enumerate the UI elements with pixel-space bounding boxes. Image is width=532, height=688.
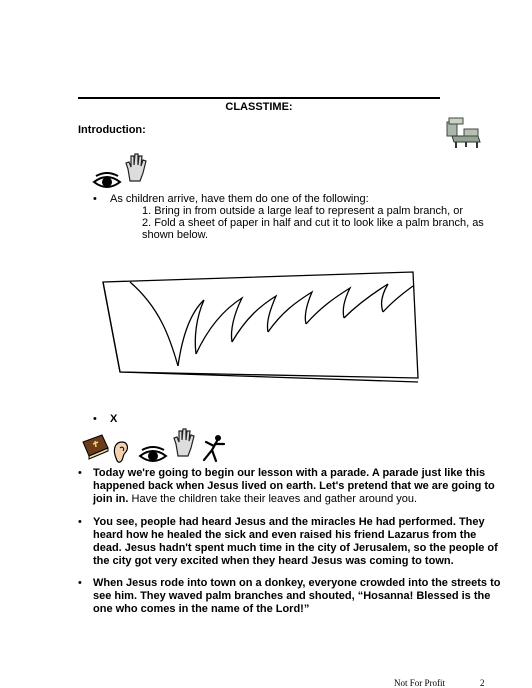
bullet: • — [78, 467, 82, 479]
option-2-line-2: shown below. — [142, 229, 209, 241]
paragraph-line: one who comes in the name of the Lord!” — [93, 603, 310, 615]
paragraph-line: When Jesus rode into town on a donkey, everyone crowded into the streets to — [93, 577, 501, 589]
paragraph-line: Have the children take their leaves and gather around you. — [128, 493, 418, 505]
story-paragraph-3 — [93, 577, 513, 616]
paragraph-line: dead. Jesus hadn't spent much time in the city of Jerusalem, so the people of — [93, 542, 498, 554]
paragraph-line: join in. — [93, 493, 129, 505]
section-title: CLASSTIME: — [225, 101, 293, 113]
stretching-figure-icon — [200, 434, 226, 464]
story-paragraph-1 — [93, 467, 513, 506]
bible-icon — [80, 432, 110, 460]
paragraph-line: happened back when Jesus lived on earth. Let's pretend that we are going to — [93, 480, 495, 492]
paragraph-line: You see, people had heard Jesus and the miracles He had performed. They — [93, 516, 485, 528]
bullet: • — [78, 577, 82, 589]
bullet: • — [78, 516, 82, 528]
paragraph-line: Today we're going to begin our lesson with a parade. A parade just like this — [93, 467, 486, 479]
footer-text: Not For Profit — [394, 678, 446, 688]
option-2-line-1: 2. Fold a sheet of paper in half and cut it to look like a palm branch, as — [142, 217, 484, 229]
hand-icon — [124, 153, 148, 183]
paragraph-line: the city got very excited when they heard Jesus was coming to town. — [93, 555, 454, 567]
marker-x: X — [110, 413, 118, 425]
option-1: 1. Bring in from outside a large leaf to represent a palm branch, or — [142, 205, 464, 217]
bullet: • — [93, 193, 97, 205]
story-paragraph-2 — [93, 516, 513, 568]
page-number: 2 — [480, 678, 485, 688]
paragraph-line: heard how he healed the sick and even raised his friend Lazarus from the — [93, 529, 477, 541]
arrival-instruction: As children arrive, have them do one of the following: — [110, 193, 369, 205]
paragraph-line: see him. They waved palm branches and shouted, “Hosanna! Blessed is the — [93, 590, 491, 602]
chair-icon — [444, 116, 484, 150]
header-rule — [78, 97, 440, 99]
eye-icon — [138, 446, 168, 466]
introduction-heading: Introduction: — [78, 124, 146, 136]
ear-icon — [112, 440, 130, 464]
hand-icon — [172, 428, 196, 458]
bullet: • — [93, 413, 97, 425]
palm-branch-illustration — [100, 268, 422, 394]
eye-icon — [92, 172, 122, 192]
